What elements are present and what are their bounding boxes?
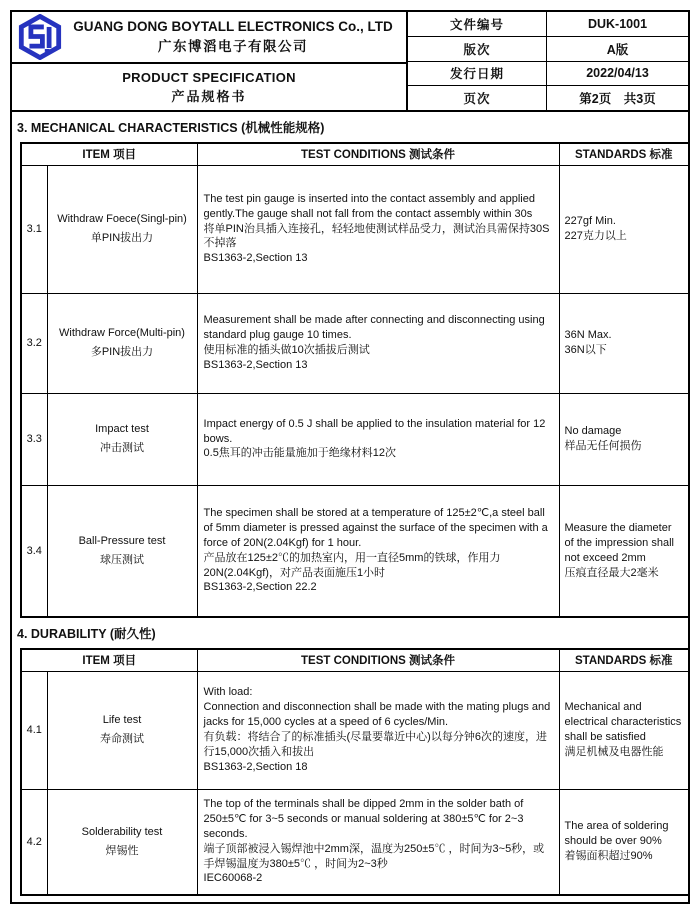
item-name: [47, 393, 197, 485]
document-title-en: PRODUCT SPECIFICATION: [122, 69, 296, 85]
standards: [559, 393, 689, 485]
company-name-cn: 广东博滔电子有限公司: [158, 39, 308, 54]
info-row-revision: [408, 37, 688, 62]
test-conditions: [197, 165, 559, 293]
condition-line: IEC60068-2: [203, 872, 263, 885]
condition-line: 有负载：将结合了的标准插头(尽量要靠近中心)以每分钟6次的速度，进行15,000次插入和拔出: [203, 731, 547, 758]
item-no: 3.3: [21, 393, 47, 485]
table-header-row: [21, 143, 689, 165]
column-header-conditions: TEST CONDITIONS 测试条件: [197, 649, 559, 671]
table-row: [21, 165, 689, 293]
item-no: 3.4: [21, 485, 47, 617]
condition-line: 将单PIN治具插入连接孔，轻轻地使测试样品受力，测试治具需保持30S不掉落: [203, 222, 550, 250]
mechanical-characteristics-table: [20, 142, 690, 618]
item-name: [47, 671, 197, 789]
info-row-issue-date: [408, 62, 688, 87]
info-label: 文件编号: [408, 12, 547, 36]
standard-line: 着锡面积超过90%: [564, 850, 653, 863]
column-header-standards: STANDARDS 标准: [559, 649, 689, 671]
standard-line: 36N以下: [564, 344, 607, 356]
test-conditions: [197, 393, 559, 485]
item-name-en: Withdraw Foece(Singl-pin): [57, 213, 187, 226]
condition-line: The test pin gauge is inserted into the contact assembly and applied gently.The gauge shall not fall from the contact assembly within 30s: [203, 192, 535, 220]
standard-line: 样品无任何损伤: [564, 440, 642, 452]
condition-line: Measurement shall be made after connecting and disconnecting using standard plug gauge 10 times.: [203, 314, 545, 342]
column-header-standards: STANDARDS 标准: [559, 143, 689, 165]
item-name: [47, 293, 197, 393]
spec-document-page: [10, 10, 690, 904]
condition-line: 0.5焦耳的冲击能量施加于绝缘材料12次: [203, 447, 397, 460]
item-name: [47, 165, 197, 293]
condition-line: The specimen shall be stored at a temperature of 125±2℃,a steel ball of 5mm diameter is pressed against the surface of the specimen with a force of 20N(2.04Kgf) for 1 hour.: [203, 507, 548, 549]
info-label: 版次: [408, 37, 547, 61]
condition-line: BS1363-2,Section 13: [203, 358, 308, 371]
info-label: 发行日期: [408, 62, 547, 86]
condition-line: 产品放在125±2℃的加热室内，用一直径5mm的铁球，作用力20N(2.04Kgf)，对产品表面施压1小时: [203, 551, 501, 579]
standard-line: 227gf Min.: [564, 215, 616, 228]
company-name-en: GUANG DONG BOYTALL ELECTRONICS Co., LTD: [73, 19, 393, 35]
section-title-mechanical: 3. MECHANICAL CHARACTERISTICS (机械性能规格): [17, 121, 325, 135]
test-conditions: [197, 485, 559, 617]
info-value: 第2页 共3页: [579, 92, 656, 107]
company-logo-icon: [17, 14, 63, 60]
test-conditions: [197, 293, 559, 393]
condition-line: BS1363-2,Section 22.2: [203, 581, 317, 594]
standard-line: The area of soldering should be over 90%: [564, 820, 669, 848]
item-name-cn: 球压测试: [100, 553, 144, 566]
table-header-row: [21, 649, 689, 671]
test-conditions: [197, 789, 559, 895]
table-row: [21, 485, 689, 617]
table-row: [21, 671, 689, 789]
info-value: DUK-1001: [587, 16, 648, 31]
standard-line: Measure the diameter of the impression shall not exceed 2mm: [564, 522, 674, 564]
condition-line: 端子顶部被浸入锡焊池中2mm深，温度为250±5℃ ，时间为3~5秒，或手焊锡温度为380±5℃ ，时间为2~3秒: [203, 842, 545, 870]
column-header-conditions: TEST CONDITIONS 测试条件: [197, 143, 559, 165]
item-name-en: Ball-Pressure test: [78, 535, 166, 548]
document-title-cn: 产品规格书: [171, 89, 247, 104]
column-header-item: ITEM 项目: [21, 649, 197, 671]
table-row: [21, 293, 689, 393]
condition-line: BS1363-2,Section 18: [203, 760, 308, 773]
standard-line: Mechanical and electrical characteristics shall be satisfied: [564, 701, 682, 743]
info-value: A版: [606, 42, 629, 57]
standards: [559, 485, 689, 617]
standards: [559, 165, 689, 293]
condition-line: 使用标准的插头做10次插拔后测试: [203, 344, 370, 356]
item-name: [47, 789, 197, 895]
item-name-cn: 单PIN拔出力: [90, 232, 154, 244]
item-name-en: Withdraw Force(Multi-pin): [59, 327, 185, 340]
info-row-doc-number: [408, 12, 688, 37]
column-header-item: ITEM 项目: [21, 143, 197, 165]
item-name-cn: 寿命测试: [100, 733, 144, 745]
table-row: [21, 393, 689, 485]
document-title: [12, 64, 406, 110]
standard-line: 227克力以上: [564, 230, 627, 242]
company-names: [64, 17, 402, 56]
info-label: 页次: [408, 86, 547, 110]
condition-line: The top of the terminals shall be dipped 2mm in the solder bath of 250±5℃ for 3~5 seconds or manual soldering at 380±5℃ for 2~3 seconds.: [203, 798, 524, 840]
standard-line: 满足机械及电器性能: [564, 745, 664, 758]
standards: [559, 671, 689, 789]
header-left-block: [12, 12, 408, 110]
condition-line: BS1363-2,Section 13: [203, 252, 308, 265]
section-title-durability: 4. DURABILITY (耐久性): [17, 627, 156, 641]
document-header: [12, 12, 688, 112]
item-name-en: Life test: [102, 714, 142, 727]
item-name-cn: 焊锡性: [105, 844, 139, 857]
standard-line: No damage: [564, 425, 622, 438]
standards: [559, 789, 689, 895]
item-name-en: Solderability test: [81, 826, 163, 839]
standard-line: 压痕直径最大2毫米: [564, 566, 659, 579]
test-conditions: [197, 671, 559, 789]
condition-line: With load:: [203, 686, 253, 699]
durability-table: [20, 648, 690, 896]
document-info-table: [408, 12, 688, 110]
item-no: 3.2: [21, 293, 47, 393]
standards: [559, 293, 689, 393]
item-name-en: Impact test: [95, 423, 149, 436]
company-row: [12, 12, 406, 64]
item-name-cn: 冲击测试: [100, 442, 144, 454]
item-name: [47, 485, 197, 617]
info-row-page-number: [408, 86, 688, 110]
standard-line: 36N Max.: [564, 329, 612, 342]
item-name-cn: 多PIN拔出力: [90, 346, 154, 358]
condition-line: Connection and disconnection shall be made with the mating plugs and jacks for 15,000 cycles at a speed of 6 cycles/Min.: [203, 701, 551, 729]
info-value: 2022/04/13: [586, 66, 649, 81]
table-row: [21, 789, 689, 895]
item-no: 4.1: [21, 671, 47, 789]
condition-line: Impact energy of 0.5 J shall be applied to the insulation material for 12 bows.: [203, 417, 546, 445]
item-no: 3.1: [21, 165, 47, 293]
item-no: 4.2: [21, 789, 47, 895]
